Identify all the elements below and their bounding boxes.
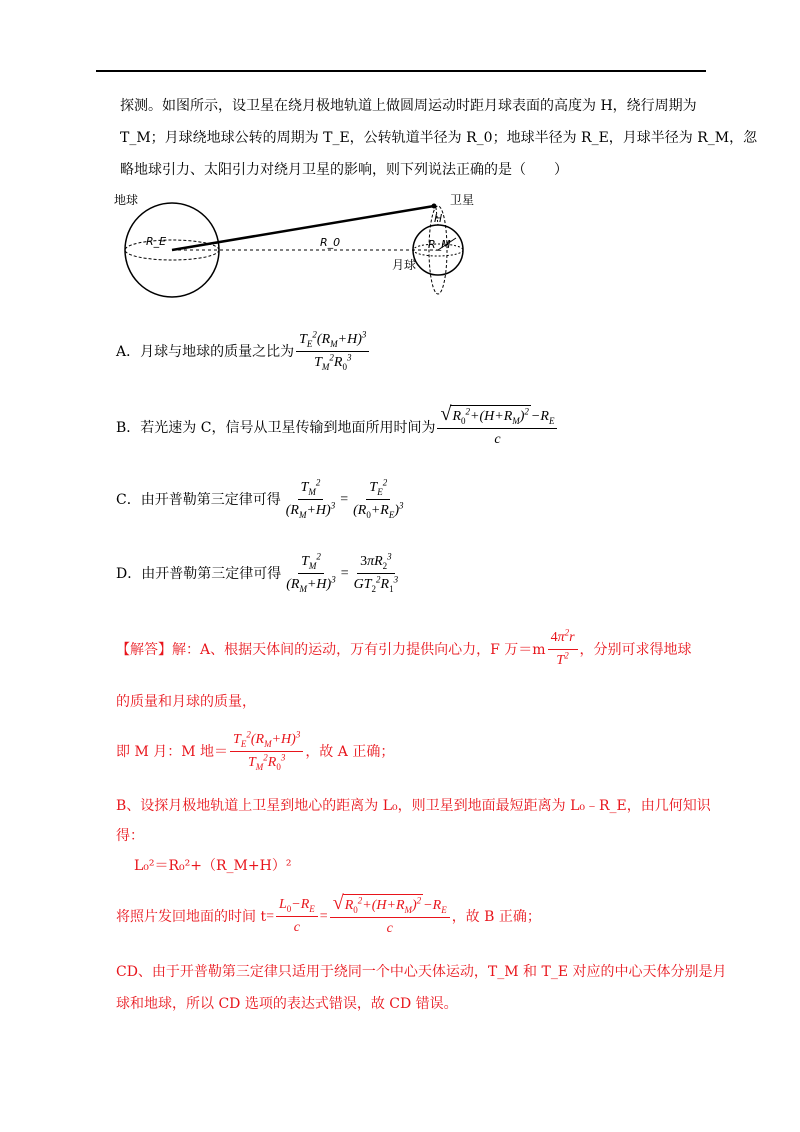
centripetal-formula: $\frac{4\pi^2r}{T^2}$	[548, 628, 578, 671]
intro-line-1: 探测。如图所示，设卫星在绕月极地轨道上做圆周运动时距月球表面的高度为 H，绕行周期为	[120, 98, 697, 114]
option-b-formula: √ $R_0^2+(H+R_M)^2$ $-R_E$ c	[437, 405, 557, 450]
option-b[interactable]	[116, 405, 559, 450]
time-formula-2: √ $R_0^2+(H+R_M)^2$ $-R_E$ c	[330, 894, 450, 939]
earth-moon-satellite-diagram	[110, 188, 490, 303]
answer-p1-lead: 解：A、根据天体间的运动，万有引力提供向心力，F 万＝m	[172, 641, 546, 658]
answer-line-1	[116, 628, 692, 671]
option-a[interactable]	[116, 330, 371, 373]
answer-p3-tail: ，故 A 正确；	[305, 743, 395, 760]
r0-label: R_0	[320, 236, 341, 249]
re-label: R_E	[146, 235, 167, 248]
option-d-rhs: $\frac{3\pi R_2^3}{GT_2^2R_1^3}$	[353, 551, 399, 594]
answer-line-6: L₀²＝R₀²+（R_M+H）²	[134, 858, 292, 874]
option-a-formula: $\frac{T_E^2(R_M+H)^3}{T_M^2R_0^3}$	[296, 330, 369, 373]
intro-line-3: 略地球引力、太阳引力对绕月卫星的影响，则下列说法正确的是（ ）	[120, 162, 568, 178]
option-a-text: A．月球与地球的质量之比为	[116, 343, 295, 360]
header-rule	[96, 70, 706, 72]
answer-line-7: 将照片发回地面的时间 t = $\frac{L_0-R_E}{c}$ = √ $R_0^2+(H+R_M)^2$ $-R_E$ c ，故 B 正确；	[116, 894, 541, 939]
option-c-text: C．由开普勒第三定律可得	[116, 491, 281, 508]
option-d-text: D．由开普勒第三定律可得	[116, 565, 282, 582]
satellite-dot	[432, 204, 437, 209]
rm-label: R_M	[428, 238, 451, 251]
answer-p6-lead: 将照片发回地面的时间 t	[116, 908, 267, 925]
answer-line-4: B、设探月极地轨道上卫星到地心的距离为 L₀，则卫星到地面最短距离为 L₀﹣R_E，由几何知识	[116, 798, 711, 814]
time-formula-1: $\frac{L_0-R_E}{c}$	[276, 895, 318, 938]
h-label: H	[434, 212, 443, 225]
mass-ratio-formula: $\frac{T_E^2(R_M+H)^3}{T_M^2R_0^3}$	[230, 730, 303, 773]
option-d[interactable]: D．由开普勒第三定律可得 $\frac{T_M^2}{(R_M+H)^3}$ = $\frac{3\pi R_2^3}{GT_2^2R_1^3}$	[116, 552, 403, 595]
option-c[interactable]: C．由开普勒第三定律可得 $\frac{T_M^2}{(R_M+H)^3}$ = $\frac{T_E^2}{(R_0+R_E)^3}$	[116, 478, 409, 521]
intro-line-2: T_M；月球绕地球公转的周期为 T_E，公转轨道半径为 R_0；地球半径为 R_E，月球半径为 R_M，忽	[120, 130, 758, 146]
answer-line-9: 球和地球，所以 CD 选项的表达式错误，故 CD 错误。	[116, 996, 458, 1012]
answer-p3-lead: 即 M 月：M 地＝	[116, 743, 229, 760]
answer-p1-tail: ，分别可求得地球	[579, 641, 692, 658]
answer-line-2: 的质量和月球的质量，	[116, 694, 256, 710]
earth-label: 地球	[114, 193, 139, 207]
option-c-rhs: $\frac{T_E^2}{(R_0+R_E)^3}$	[353, 477, 404, 520]
answer-line-3	[116, 730, 394, 773]
option-c-lhs: $\frac{T_M^2}{(R_M+H)^3}$	[285, 477, 336, 520]
option-d-lhs: $\frac{T_M^2}{(R_M+H)^3}$	[286, 551, 336, 594]
moon-label: 月球	[392, 258, 417, 272]
answer-p6-tail: ，故 B 正确；	[451, 908, 541, 925]
answer-tag: 【解答】	[116, 641, 172, 658]
satellite-label: 卫星	[450, 193, 475, 207]
answer-line-8: CD、由于开普勒第三定律只适用于绕同一个中心天体运动，T_M 和 T_E 对应的中心天体分别是月	[116, 964, 727, 980]
earth-satellite-line	[172, 206, 434, 250]
option-b-text: B．若光速为 C，信号从卫星传输到地面所用时间为	[116, 419, 436, 436]
answer-line-5: 得：	[116, 828, 144, 844]
